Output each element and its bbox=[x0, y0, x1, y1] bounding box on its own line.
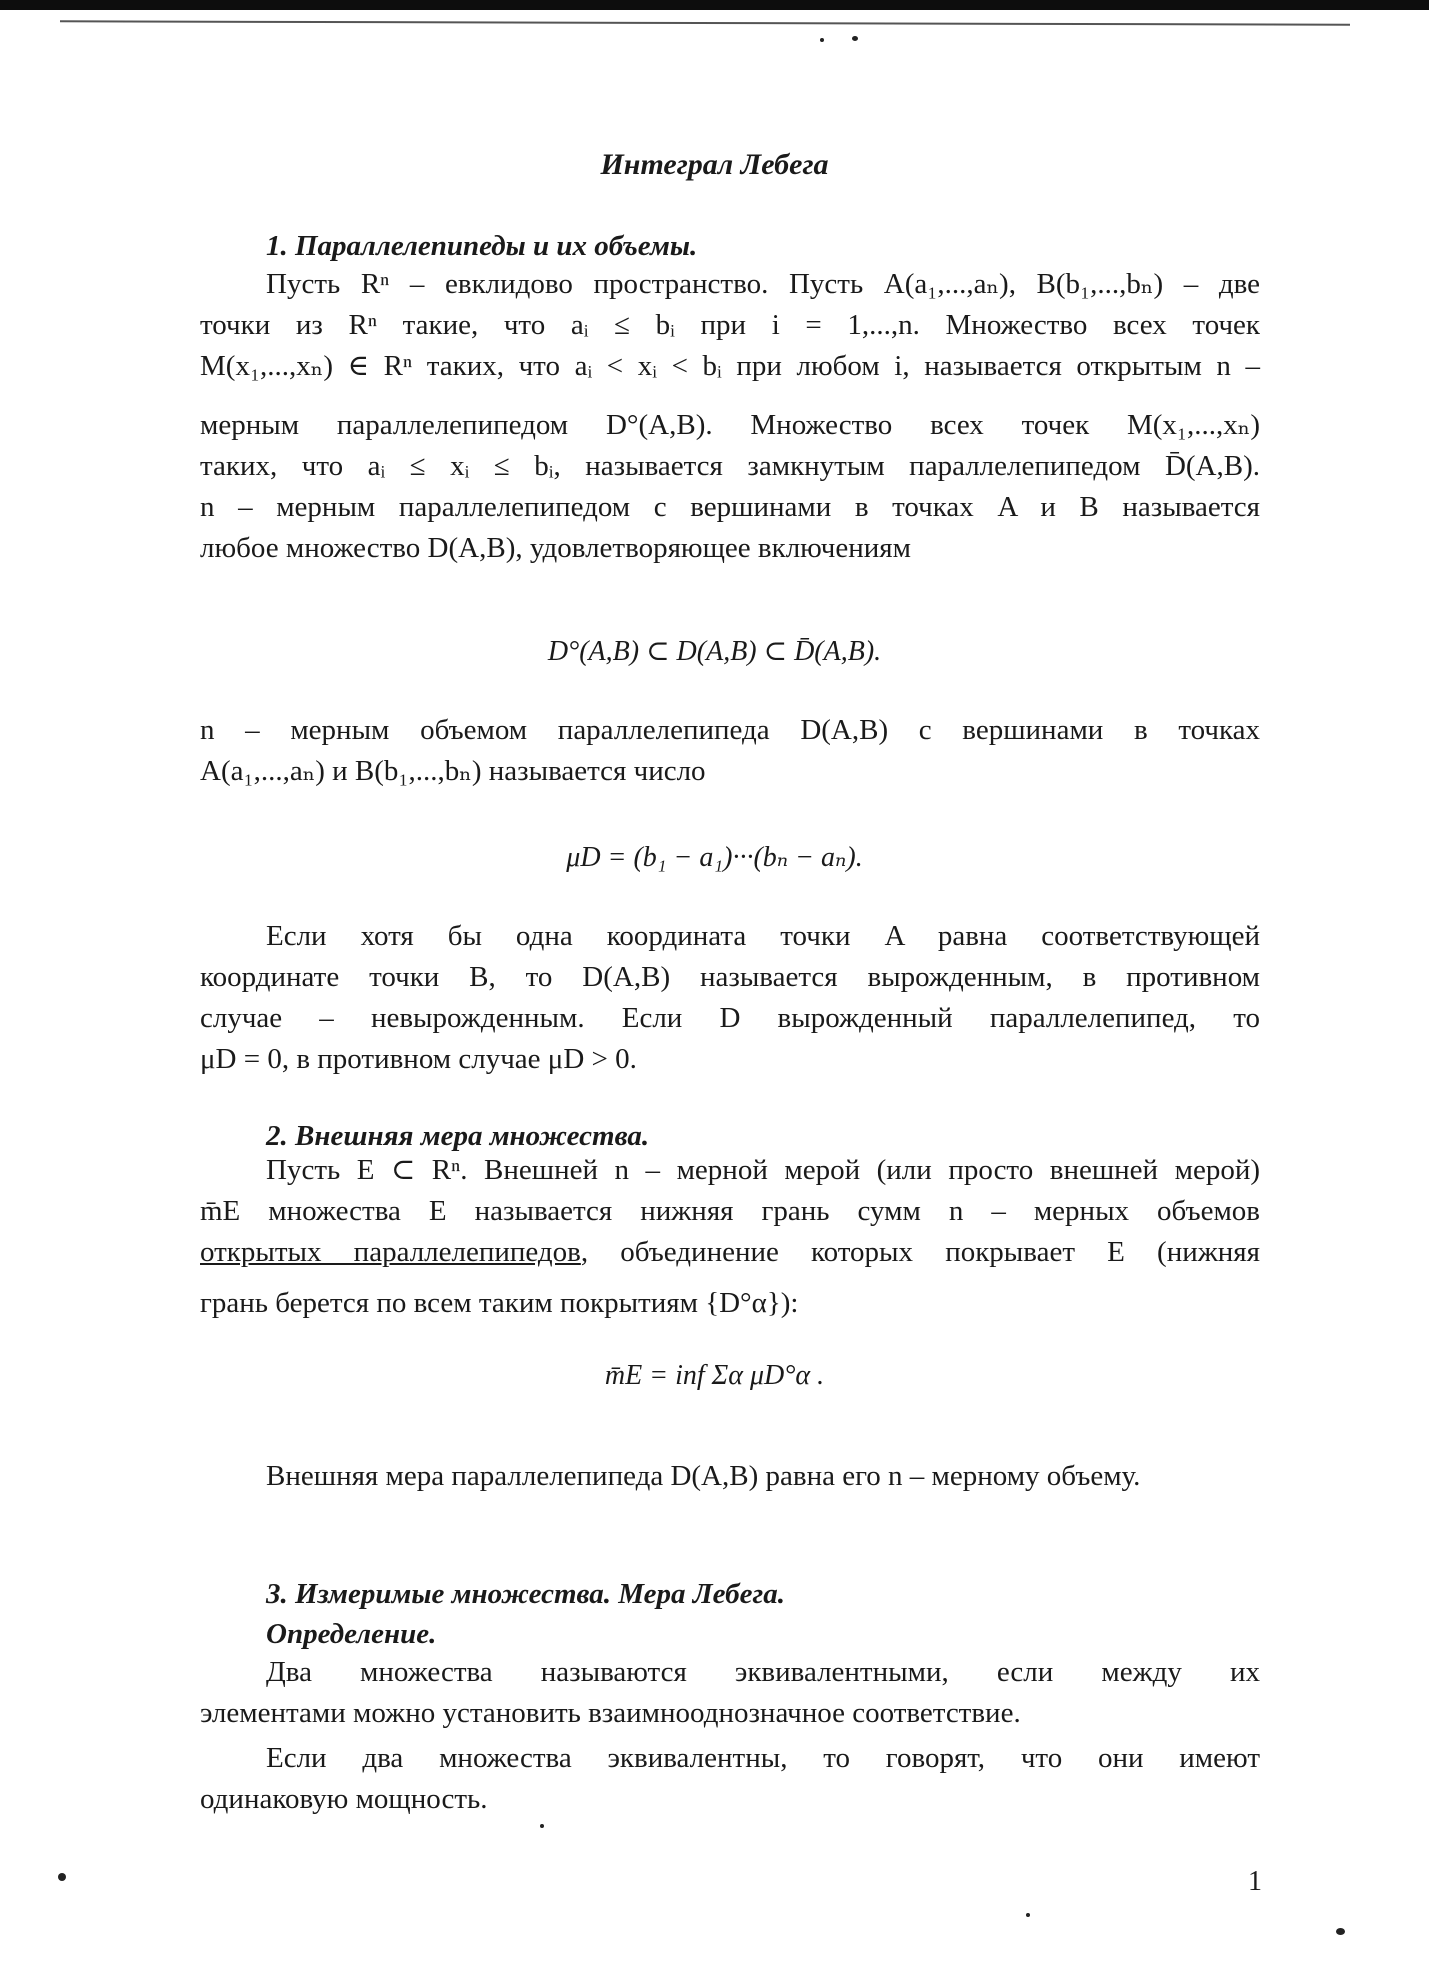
formula-volume: μD = (b₁ − a₁)···(bₙ − aₙ). bbox=[566, 842, 863, 873]
page-number: 1 bbox=[1248, 1866, 1262, 1897]
s1-deg-line-3: случае – невырожденным. Если D вырожденный параллелепипед, то bbox=[200, 1002, 1260, 1034]
scan-speck bbox=[1026, 1913, 1030, 1917]
scan-speck bbox=[540, 1824, 544, 1828]
s3-line-1: Два множества называются эквивалентными, если между их bbox=[266, 1656, 1260, 1688]
section-3-body bbox=[200, 1652, 1260, 1820]
scan-speck bbox=[1336, 1928, 1345, 1935]
underlined-phrase: открытых параллелепипедов bbox=[200, 1236, 581, 1268]
s1-line-4: мерным параллелепипедом D°(A,B). Множество всех точек M(x₁,...,xₙ) bbox=[200, 409, 1260, 441]
s3-line-2: элементами можно установить взаимнооднозначное соответствие. bbox=[200, 1697, 1021, 1729]
s2-line-3-rest: , объединение которых покрывает E (нижняя bbox=[580, 1236, 1260, 1268]
s1-vol-line-2: A(a₁,...,aₙ) и B(b₁,...,bₙ) называется число bbox=[200, 755, 706, 787]
s1-line-5: таких, что aᵢ ≤ xᵢ ≤ bᵢ, называется замкнутым параллелепипедом D̄(A,B). bbox=[200, 450, 1260, 482]
section-1-body bbox=[200, 264, 1260, 569]
formula-inclusions: D°(A,B) ⊂ D(A,B) ⊂ D̄(A,B). bbox=[547, 636, 882, 667]
page-title: Интеграл Лебега bbox=[600, 148, 829, 181]
section-1-heading: 1. Параллелепипеды и их объемы. bbox=[266, 230, 698, 262]
section-2-body bbox=[200, 1150, 1260, 1324]
formula-outer-measure: m̄E = inf Σα μD°α . bbox=[604, 1360, 825, 1391]
s3-line-4: одинаковую мощность. bbox=[200, 1783, 488, 1815]
section-3-subheading: Определение. bbox=[266, 1618, 437, 1650]
s1-deg-line-2: координате точки B, то D(A,B) называется вырожденным, в противном bbox=[200, 961, 1260, 993]
s1-deg-line-4: μD = 0, в противном случае μD > 0. bbox=[200, 1043, 637, 1075]
s1-line-2: точки из Rⁿ такие, что aᵢ ≤ bᵢ при i = 1,...,n. Множество всех точек bbox=[200, 309, 1260, 341]
section-3-heading: 3. Измеримые множества. Мера Лебега. bbox=[266, 1578, 785, 1610]
s3-line-3: Если два множества эквивалентны, то говорят, что они имеют bbox=[266, 1742, 1260, 1774]
s1-vol-line-1: n – мерным объемом параллелепипеда D(A,B) с вершинами в точках bbox=[200, 714, 1260, 746]
section-1-degenerate bbox=[200, 916, 1260, 1080]
s2-line-2: m̄E множества E называется нижняя грань сумм n – мерных объемов bbox=[200, 1195, 1260, 1227]
section-1-volume bbox=[200, 710, 1260, 792]
s2-line-3 bbox=[200, 1232, 1260, 1273]
s2-note: Внешняя мера параллелепипеда D(A,B) равна его n – мерному объему. bbox=[266, 1460, 1141, 1492]
s1-line-7: любое множество D(A,B), удовлетворяющее включениям bbox=[200, 532, 911, 564]
s1-line-1: Пусть Rⁿ – евклидово пространство. Пусть A(a₁,...,aₙ), B(b₁,...,bₙ) – две bbox=[266, 268, 1260, 300]
s1-line-3: M(x₁,...,xₙ) ∈ Rⁿ таких, что aᵢ < xᵢ < bᵢ при любом i, называется открытым n – bbox=[200, 350, 1260, 382]
s1-deg-line-1: Если хотя бы одна координата точки A равна соответствующей bbox=[266, 920, 1260, 952]
scan-speck bbox=[852, 36, 858, 41]
scan-speck bbox=[58, 1873, 66, 1881]
section-2-heading: 2. Внешняя мера множества. bbox=[266, 1120, 650, 1152]
s2-line-1: Пусть E ⊂ Rⁿ. Внешней n – мерной мерой (или просто внешней мерой) bbox=[266, 1154, 1260, 1186]
s1-line-6: n – мерным параллелепипедом с вершинами в точках A и B называется bbox=[200, 491, 1260, 523]
s2-line-4: грань берется по всем таким покрытиям {D°α}): bbox=[200, 1287, 799, 1319]
scan-speck bbox=[820, 38, 824, 42]
